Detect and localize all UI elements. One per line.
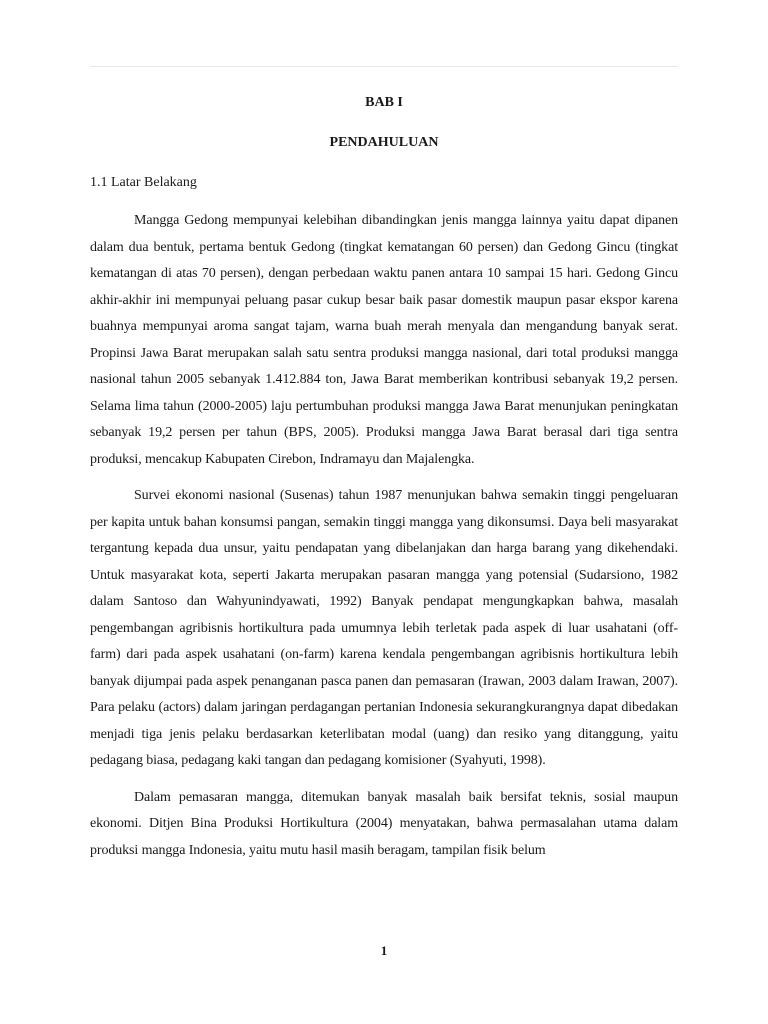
page-number: 1: [380, 943, 388, 958]
paragraph-1: Mangga Gedong mempunyai kelebihan dibandingkan jenis mangga lainnya yaitu dapat dipanen dalam dua bentuk, pertama bentuk Gedong (tingkat kematangan 60 persen) dan Gedong Gincu (tingkat kematangan di atas 70 persen), dengan perbedaan waktu panen antara 10 sampai 15 hari. Gedong Gincu akhir-akhir ini mempunyai peluang pasar cukup besar baik pasar domestik maupun pasar ekspor karena buahnya mempunyai aroma sangat tajam, warna buah merah menyala dan mengandung banyak serat. Propinsi Jawa Barat merupakan salah satu sentra produksi mangga nasional, dari total produksi mangga nasional tahun 2005 sebanyak 1.412.884 ton, Jawa Barat memberikan kontribusi sebanyak 19,2 persen. Selama lima tahun (2000-2005) laju pertumbuhan produksi mangga Jawa Barat menunjukan peningkatan sebanyak 19,2 persen per tahun (BPS, 2005). Produksi mangga Jawa Barat berasal dari tiga sentra produksi, mencakup Kabupaten Cirebon, Indramayu dan Majalengka.: [90, 213, 678, 467]
header-divider: [90, 66, 678, 67]
body-text: [90, 208, 678, 874]
section-heading: 1.1 Latar Belakang: [90, 175, 197, 190]
chapter-number: BAB I: [365, 95, 403, 110]
paragraph-2: Survei ekonomi nasional (Susenas) tahun 1987 menunjukan bahwa semakin tinggi pengeluaran per kapita untuk bahan konsumsi pangan, semakin tinggi mangga yang dikonsumsi. Daya beli masyarakat tergantung kepada dua unsur, yaitu pendapatan yang dibelanjakan dan harga barang yang dikehendaki. Untuk masyarakat kota, seperti Jakarta merupakan pasaran mangga yang potensial (Sudarsiono, 1982 dalam Santoso dan Wahyunindyawati, 1992) Banyak pendapat mengungkapkan bahwa, masalah pengembangan agribisnis hortikultura pada umumnya lebih terletak pada aspek di luar usahatani (off-farm) dari pada aspek usahatani (on-farm) karena kendala pengembangan agribisnis hortikultura lebih banyak dijumpai pada aspek penanganan pasca panen dan pemasaran (Irawan, 2003 dalam Irawan, 2007). Para pelaku (actors) dalam jaringan perdagangan pertanian Indonesia sekurangkurangnya dapat dibedakan menjadi tiga jenis pelaku berdasarkan keterlibatan modal (uang) dan resiko yang ditanggung, yaitu pedagang biasa, pedagang kaki tangan dan pedagang komisioner (Syahyuti, 1998).: [90, 488, 678, 768]
paragraph-3: Dalam pemasaran mangga, ditemukan banyak masalah baik bersifat teknis, sosial maupun ekonomi. Ditjen Bina Produksi Hortikultura (2004) menyatakan, bahwa permasalahan utama dalam produksi mangga Indonesia, yaitu mutu hasil masih beragam, tampilan fisik belum: [90, 789, 678, 858]
chapter-title: PENDAHULUAN: [329, 135, 439, 150]
